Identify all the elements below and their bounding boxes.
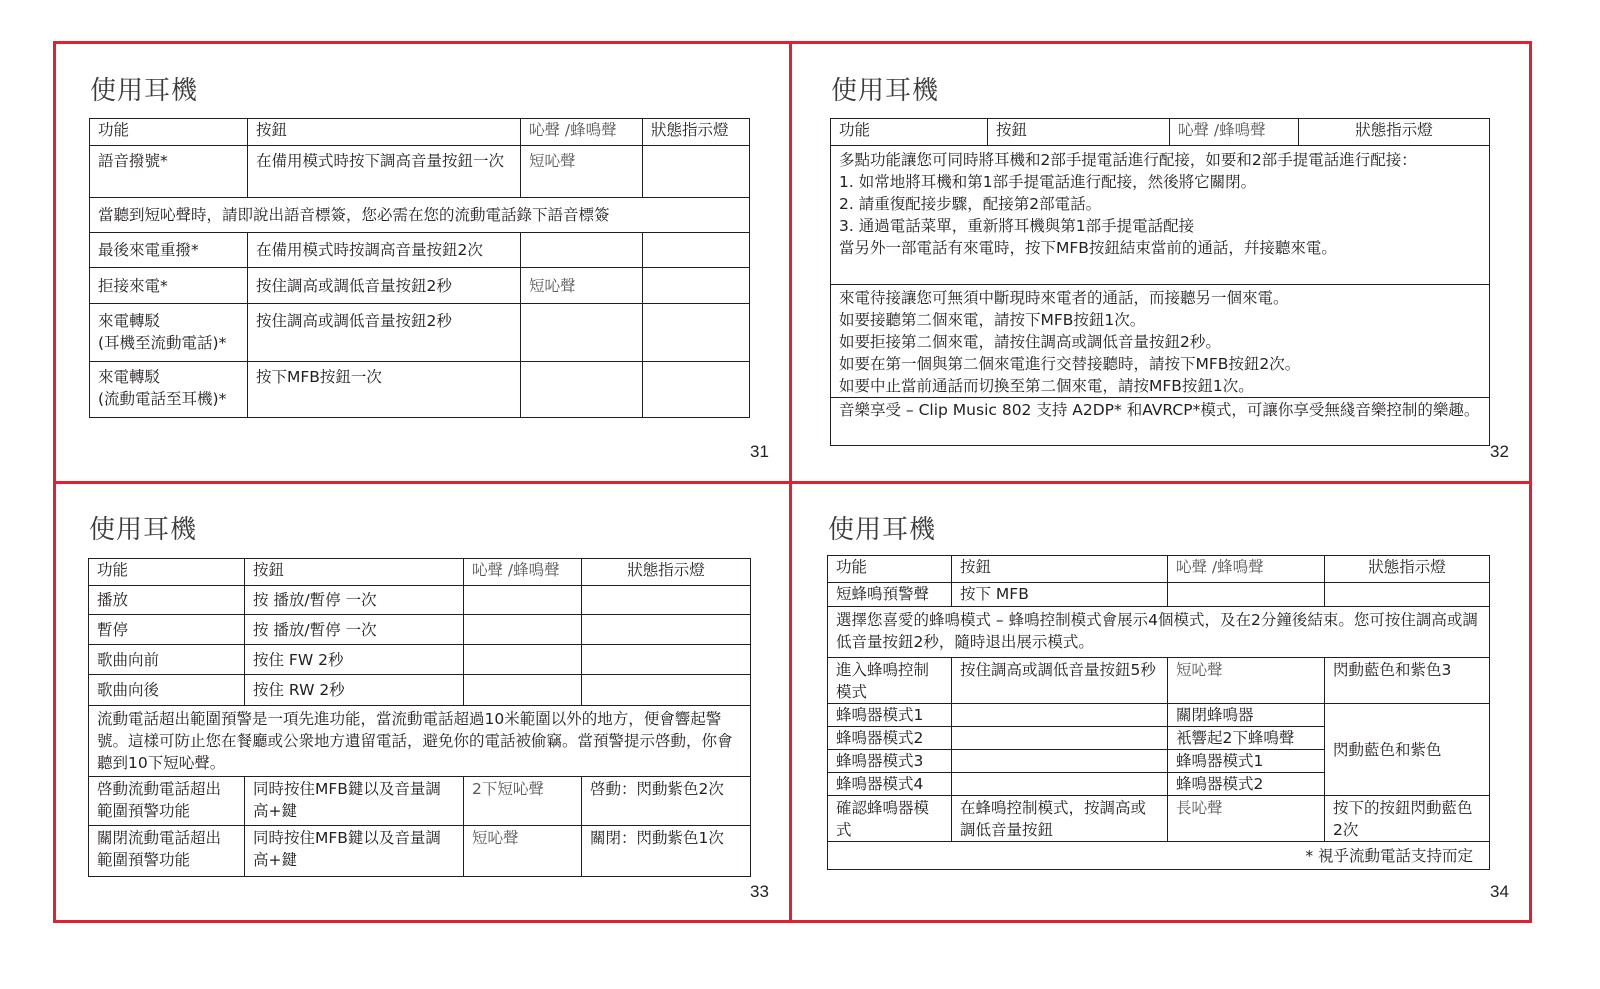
- header-beep: 吣聲 /蜂鳴聲: [464, 559, 582, 586]
- header-button: 按鈕: [952, 556, 1168, 583]
- cell-func: 蜂鳴器模式4: [828, 773, 952, 796]
- cell-func: 進入蜂鳴控制模式: [828, 658, 952, 704]
- page-title-33: 使用耳機: [89, 515, 198, 545]
- func-line: (耳機至流動電話)*: [98, 334, 227, 352]
- page-title-32: 使用耳機: [831, 76, 940, 106]
- table-row: [828, 658, 1490, 704]
- cell-led: [643, 233, 750, 268]
- table-page-33: [88, 558, 751, 877]
- cell-beep: 短吣聲: [1168, 658, 1325, 704]
- page-number-33: 33: [750, 882, 769, 901]
- cell-button: 在蜂鳴控制模式，按調高或調低音量按鈕: [952, 796, 1168, 842]
- table-row: [89, 777, 751, 826]
- header-button: 按鈕: [245, 559, 464, 586]
- cell-button: 按住調高或調低音量按鈕2秒: [248, 268, 521, 304]
- cell-beep: [464, 675, 582, 706]
- header-beep: 吣聲 /蜂鳴聲: [521, 119, 643, 146]
- cell-led: [582, 615, 751, 645]
- table-page-34: [827, 555, 1490, 870]
- table-row: [90, 198, 750, 233]
- cell-beep: [521, 362, 643, 418]
- header-beep: 吣聲 /蜂鳴聲: [1170, 119, 1299, 146]
- cell-beep: [1168, 583, 1325, 607]
- header-button: 按鈕: [248, 119, 521, 146]
- cell-button: [952, 750, 1168, 773]
- cell-beep: 2下短吣聲: [464, 777, 582, 826]
- cell-led: [643, 146, 750, 198]
- cell-led: 閃動藍色和紫色3: [1325, 658, 1490, 704]
- cell-button: 按住 FW 2秒: [245, 645, 464, 675]
- func-line: 來電轉駁: [98, 368, 161, 386]
- multipoint-block: [831, 146, 1490, 285]
- cell-led: 按下的按鈕閃動藍色2次: [1325, 796, 1490, 842]
- cell-beep: [521, 304, 643, 362]
- cell-button: 按住調高或調低音量按鈕2秒: [248, 304, 521, 362]
- header-led: 狀態指示燈: [1299, 119, 1490, 146]
- table-row: [90, 362, 750, 418]
- header-func: 功能: [90, 119, 248, 146]
- cell-led: 閃動藍色和紫色: [1325, 704, 1490, 796]
- page-title-34: 使用耳機: [828, 515, 937, 545]
- table-header: [89, 559, 751, 586]
- cell-func: 蜂鳴器模式2: [828, 727, 952, 750]
- note-cell: 當聽到短吣聲時，請即說出語音標簽，您必需在您的流動電話錄下語音標簽: [90, 198, 750, 233]
- cell-led: [582, 675, 751, 706]
- cell-beep: 短吣聲: [521, 146, 643, 198]
- cell-func: 歌曲向前: [89, 645, 245, 675]
- text-line: 來電待接讓您可無須中斷現時來電者的通話，而接聽另一個來電。: [839, 289, 1289, 307]
- cell-button: 按下MFB按鈕一次: [248, 362, 521, 418]
- table-row: [90, 268, 750, 304]
- cell-func: 短蜂鳴預警聲: [828, 583, 952, 607]
- cell-led: [582, 645, 751, 675]
- table-header: [828, 556, 1490, 583]
- table-page-31: [89, 118, 750, 418]
- table-row: [90, 304, 750, 362]
- cell-button: 按住 RW 2秒: [245, 675, 464, 706]
- cell-func: 語音撥號*: [90, 146, 248, 198]
- text-line: 2. 請重復配接步驟，配接第2部電話。: [839, 195, 1102, 213]
- cell-button: [952, 773, 1168, 796]
- cell-beep: 短吣聲: [521, 268, 643, 304]
- text-line: 1. 如常地將耳機和第1部手提電話進行配接，然後將它關閉。: [839, 173, 1257, 191]
- call-waiting-block: [831, 285, 1490, 398]
- table-row: [89, 826, 751, 877]
- cell-func: 蜂鳴器模式1: [828, 704, 952, 727]
- table-row: [831, 146, 1490, 285]
- text-line: 3. 通過電話菜單，重新將耳機與第1部手提電話配接: [839, 217, 1195, 235]
- text-line: 如要在第一個與第二個來電進行交替接聽時，請按下MFB按鈕2次。: [839, 355, 1301, 373]
- cell-button: 在備用模式時按下調高音量按鈕一次: [248, 146, 521, 198]
- table-header: [831, 119, 1490, 146]
- cell-led: [643, 362, 750, 418]
- cell-func: 啓動流動電話超出範圍預警功能: [89, 777, 245, 826]
- cell-led: 關閉：閃動紫色1次: [582, 826, 751, 877]
- header-led: 狀態指示燈: [1325, 556, 1490, 583]
- cell-button: 按 播放/暫停 一次: [245, 586, 464, 615]
- cell-beep: [464, 586, 582, 615]
- cell-beep: 長吣聲: [1168, 796, 1325, 842]
- cell-button: 同時按住MFB鍵以及音量調高+鍵: [245, 826, 464, 877]
- text-line: 多點功能讓您可同時將耳機和2部手提電話進行配接，如要和2部手提電話進行配接：: [839, 151, 1417, 169]
- table-row: [828, 583, 1490, 607]
- table-row: [828, 607, 1490, 658]
- note-cell: 流動電話超出範圍預警是一項先進功能，當流動電話超過10米範圍以外的地方，便會響起警號。這樣可防止您在餐廳或公衆地方遺留電話，避免你的電話被偷竊。當預警提示啓動，你會聽到10下短吣聲。: [89, 706, 751, 777]
- cell-beep: [464, 615, 582, 645]
- header-func: 功能: [89, 559, 245, 586]
- page-title-31: 使用耳機: [90, 76, 199, 106]
- text-line: 當另外一部電話有來電時，按下MFB按鈕結束當前的通話，幷接聽來電。: [839, 239, 1337, 257]
- cell-func: 最後來電重撥*: [90, 233, 248, 268]
- cell-beep: 短吣聲: [464, 826, 582, 877]
- cell-func: [90, 362, 248, 418]
- header-func: 功能: [831, 119, 988, 146]
- table-row: [89, 586, 751, 615]
- page-number-32: 32: [1490, 442, 1509, 461]
- cell-led: [1325, 583, 1490, 607]
- table-header: [90, 119, 750, 146]
- text-line: 如要中止當前通話而切換至第二個來電，請按MFB按鈕1次。: [839, 377, 1254, 395]
- note-cell: 選擇您喜愛的蜂鳴模式 – 蜂鳴控制模式會展示4個模式，及在2分鐘後結束。您可按住調高或調低音量按鈕2秒，隨時退出展示模式。: [828, 607, 1490, 658]
- table-row: [828, 842, 1490, 870]
- text-line: 如要拒接第二個來電，請按住調高或調低音量按鈕2秒。: [839, 333, 1221, 351]
- cell-led: 啓動：閃動紫色2次: [582, 777, 751, 826]
- table-row: [828, 796, 1490, 842]
- table-row: [831, 398, 1490, 446]
- cell-button: [952, 704, 1168, 727]
- cell-func: 拒接來電*: [90, 268, 248, 304]
- cell-beep: [521, 233, 643, 268]
- cell-led: [643, 268, 750, 304]
- music-block: 音樂享受 – Clip Music 802 支持 A2DP* 和AVRCP*模式，可讓你享受無綫音樂控制的樂趣。: [831, 398, 1490, 446]
- cell-func: 歌曲向後: [89, 675, 245, 706]
- header-func: 功能: [828, 556, 952, 583]
- table-row: [90, 146, 750, 198]
- cell-func: [90, 304, 248, 362]
- table-row: [828, 704, 1490, 727]
- cell-func: 關閉流動電話超出範圍預警功能: [89, 826, 245, 877]
- cell-func: 確認蜂鳴器模式: [828, 796, 952, 842]
- header-led: 狀態指示燈: [643, 119, 750, 146]
- footnote: * 視乎流動電話支持而定: [828, 842, 1490, 870]
- table-row: [89, 706, 751, 777]
- page-number-34: 34: [1490, 882, 1509, 901]
- func-line: (流動電話至耳機)*: [98, 390, 227, 408]
- cell-button: 按 播放/暫停 一次: [245, 615, 464, 645]
- cell-led: [582, 586, 751, 615]
- cell-led: [643, 304, 750, 362]
- cell-func: 暫停: [89, 615, 245, 645]
- page-number-31: 31: [750, 442, 769, 461]
- cell-beep: [464, 645, 582, 675]
- cell-button: 按住調高或調低音量按鈕5秒: [952, 658, 1168, 704]
- table-row: [89, 645, 751, 675]
- table-page-32: [830, 118, 1490, 446]
- cell-beep: 衹響起2下蜂鳴聲: [1168, 727, 1325, 750]
- table-row: [90, 233, 750, 268]
- text-line: 如要接聽第二個來電，請按下MFB按鈕1次。: [839, 311, 1146, 329]
- header-led: 狀態指示燈: [582, 559, 751, 586]
- cell-beep: 關閉蜂鳴器: [1168, 704, 1325, 727]
- cell-beep: 蜂鳴器模式2: [1168, 773, 1325, 796]
- header-beep: 吣聲 /蜂鳴聲: [1168, 556, 1325, 583]
- cell-button: 同時按住MFB鍵以及音量調高+鍵: [245, 777, 464, 826]
- cell-func: 蜂鳴器模式3: [828, 750, 952, 773]
- cell-beep: 蜂鳴器模式1: [1168, 750, 1325, 773]
- table-row: [831, 285, 1490, 398]
- func-line: 來電轉駁: [98, 312, 161, 330]
- cell-button: 在備用模式時按調高音量按鈕2次: [248, 233, 521, 268]
- page-divider-horizontal: [53, 481, 1532, 484]
- table-row: [89, 675, 751, 706]
- cell-button: 按下 MFB: [952, 583, 1168, 607]
- table-row: [89, 615, 751, 645]
- cell-func: 播放: [89, 586, 245, 615]
- header-button: 按鈕: [988, 119, 1170, 146]
- cell-button: [952, 727, 1168, 750]
